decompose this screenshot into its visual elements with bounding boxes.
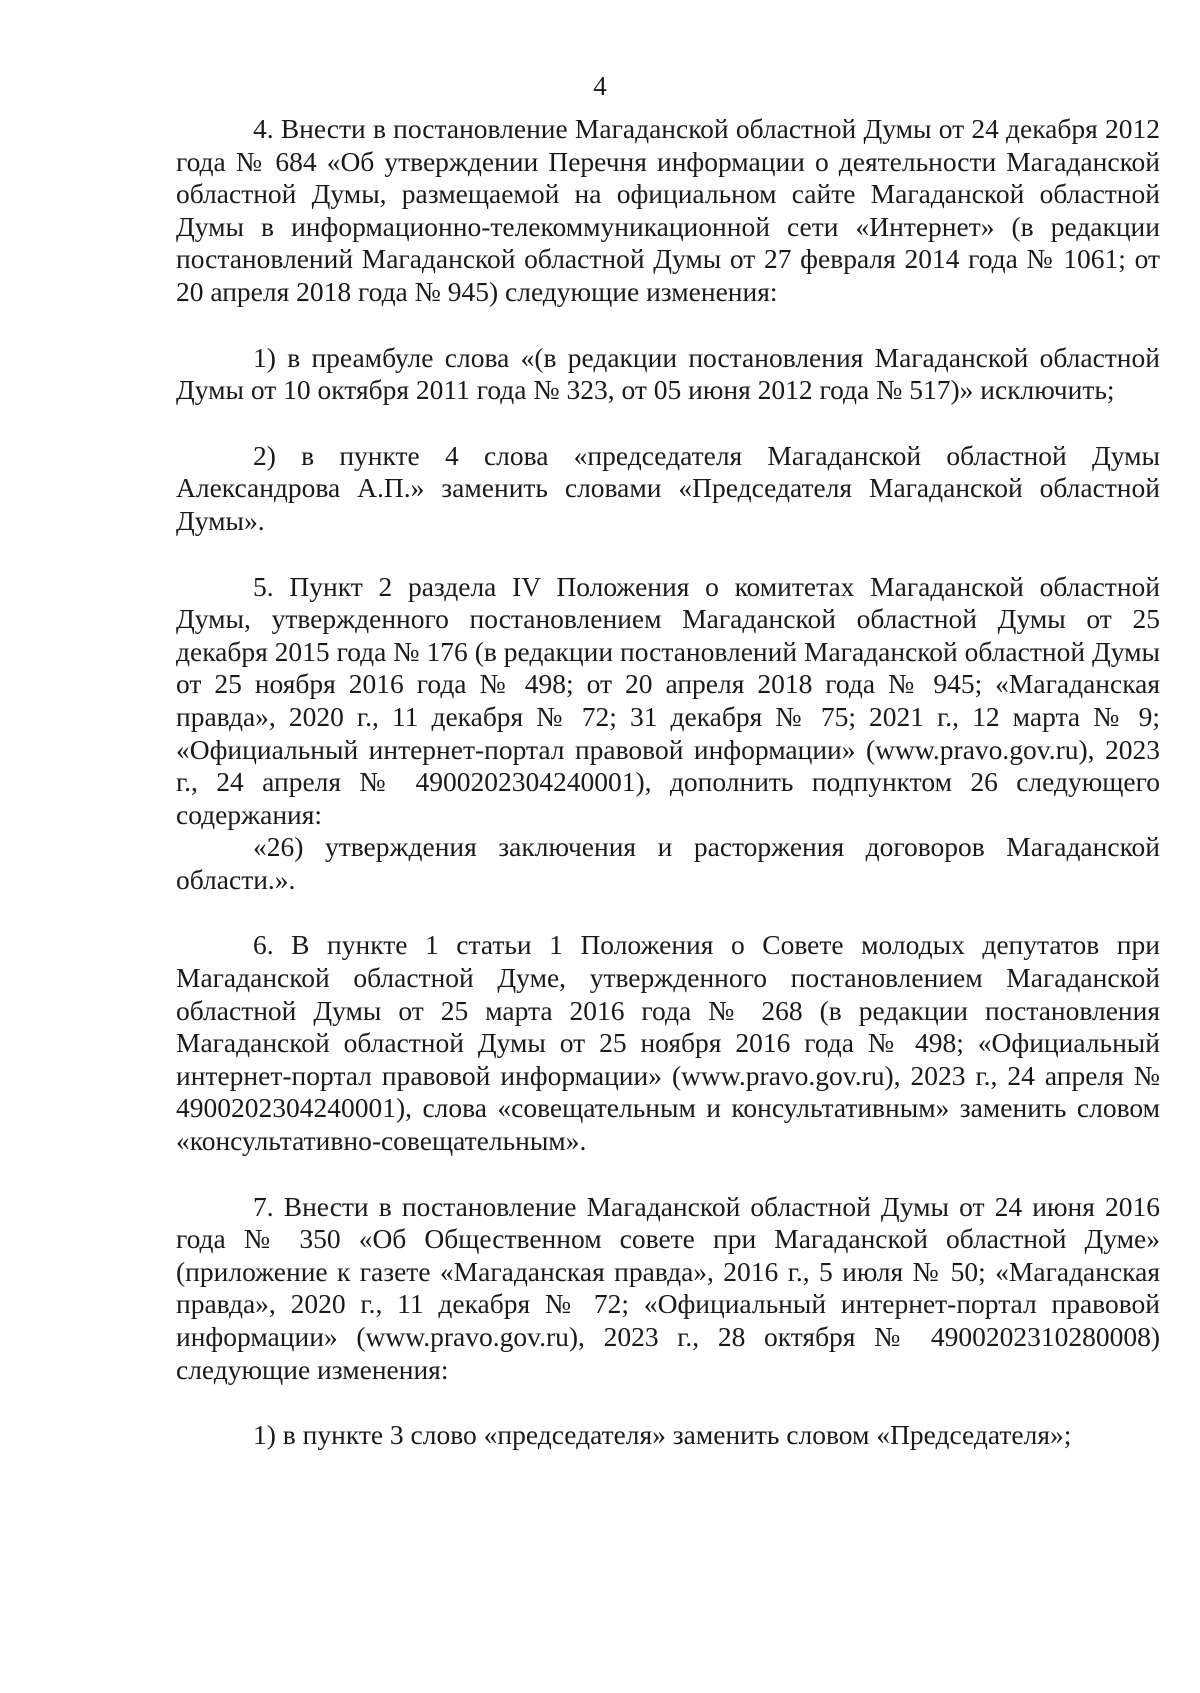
paragraph-item-6: 6. В пункте 1 статьи 1 Положения о Совете молодых депутатов при Магаданской областной Думе, утвержденного постановлением Магаданской областной Думы от 25 марта 2016 года № 268 (в редакции постановления Магаданской областной Думы от 25 ноября 2016 года № 498; «Официальный интернет-портал правовой информации» (www.pravo.gov.ru), 2023 г., 24 апреля № 4900202304240001), слова «совещательным и консультативным» заменить словом «консультативно-совещательным».: [176, 929, 1160, 1157]
paragraph-item-5-sub-26: «26) утверждения заключения и расторжения договоров Магаданской области.».: [176, 831, 1160, 895]
paragraph-item-4: 4. Внести в постановление Магаданской областной Думы от 24 декабря 2012 года № 684 «Об утверждении Перечня информации о деятельности Магаданской областной Думы, размещаемой на официальном сайте Магаданской областной Думы в информационно-телекоммуникационной сети «Интернет» (в редакции постановлений Магаданской областной Думы от 27 февраля 2014 года № 1061; от 20 апреля 2018 года № 945) следующие изменения:: [176, 113, 1160, 307]
document-body: [176, 113, 1160, 1452]
paragraph-item-4-sub-1: 1) в преамбуле слова «(в редакции постановления Магаданской областной Думы от 10 октября 2011 года № 323, от 05 июня 2012 года № 517)» исключить;: [176, 341, 1160, 406]
paragraph-item-7: 7. Внести в постановление Магаданской областной Думы от 24 июня 2016 года № 350 «Об Общественном совете при Магаданской областной Думе» (приложение к газете «Магаданская правда», 2016 г., 5 июля № 50; «Магаданская правда», 2020 г., 11 декабря № 72; «Официальный интернет-портал правовой информации» (www.pravo.gov.ru), 2023 г., 28 октября № 4900202310280008) следующие изменения:: [176, 1190, 1160, 1385]
paragraph-item-5: 5. Пункт 2 раздела IV Положения о комитетах Магаданской областной Думы, утвержденного постановлением Магаданской областной Думы от 25 декабря 2015 года № 176 (в редакции постановлений Магаданской областной Думы от 25 ноября 2016 года № 498; от 20 апреля 2018 года № 945; «Магаданская правда», 2020 г., 11 декабря № 72; 31 декабря № 75; 2021 г., 12 марта № 9; «Официальный интернет-портал правовой информации» (www.pravo.gov.ru), 2023 г., 24 апреля № 4900202304240001), дополнить подпунктом 26 следующего содержания:: [176, 570, 1160, 830]
paragraph-item-4-sub-2: 2) в пункте 4 слова «председателя Магаданской областной Думы Александрова А.П.» заменить словами «Председателя Магаданской областной Думы».: [176, 439, 1160, 536]
paragraph-item-7-sub-1: 1) в пункте 3 слово «председателя» заменить словом «Председателя»;: [253, 1419, 1072, 1451]
page-number: 4: [593, 71, 607, 101]
